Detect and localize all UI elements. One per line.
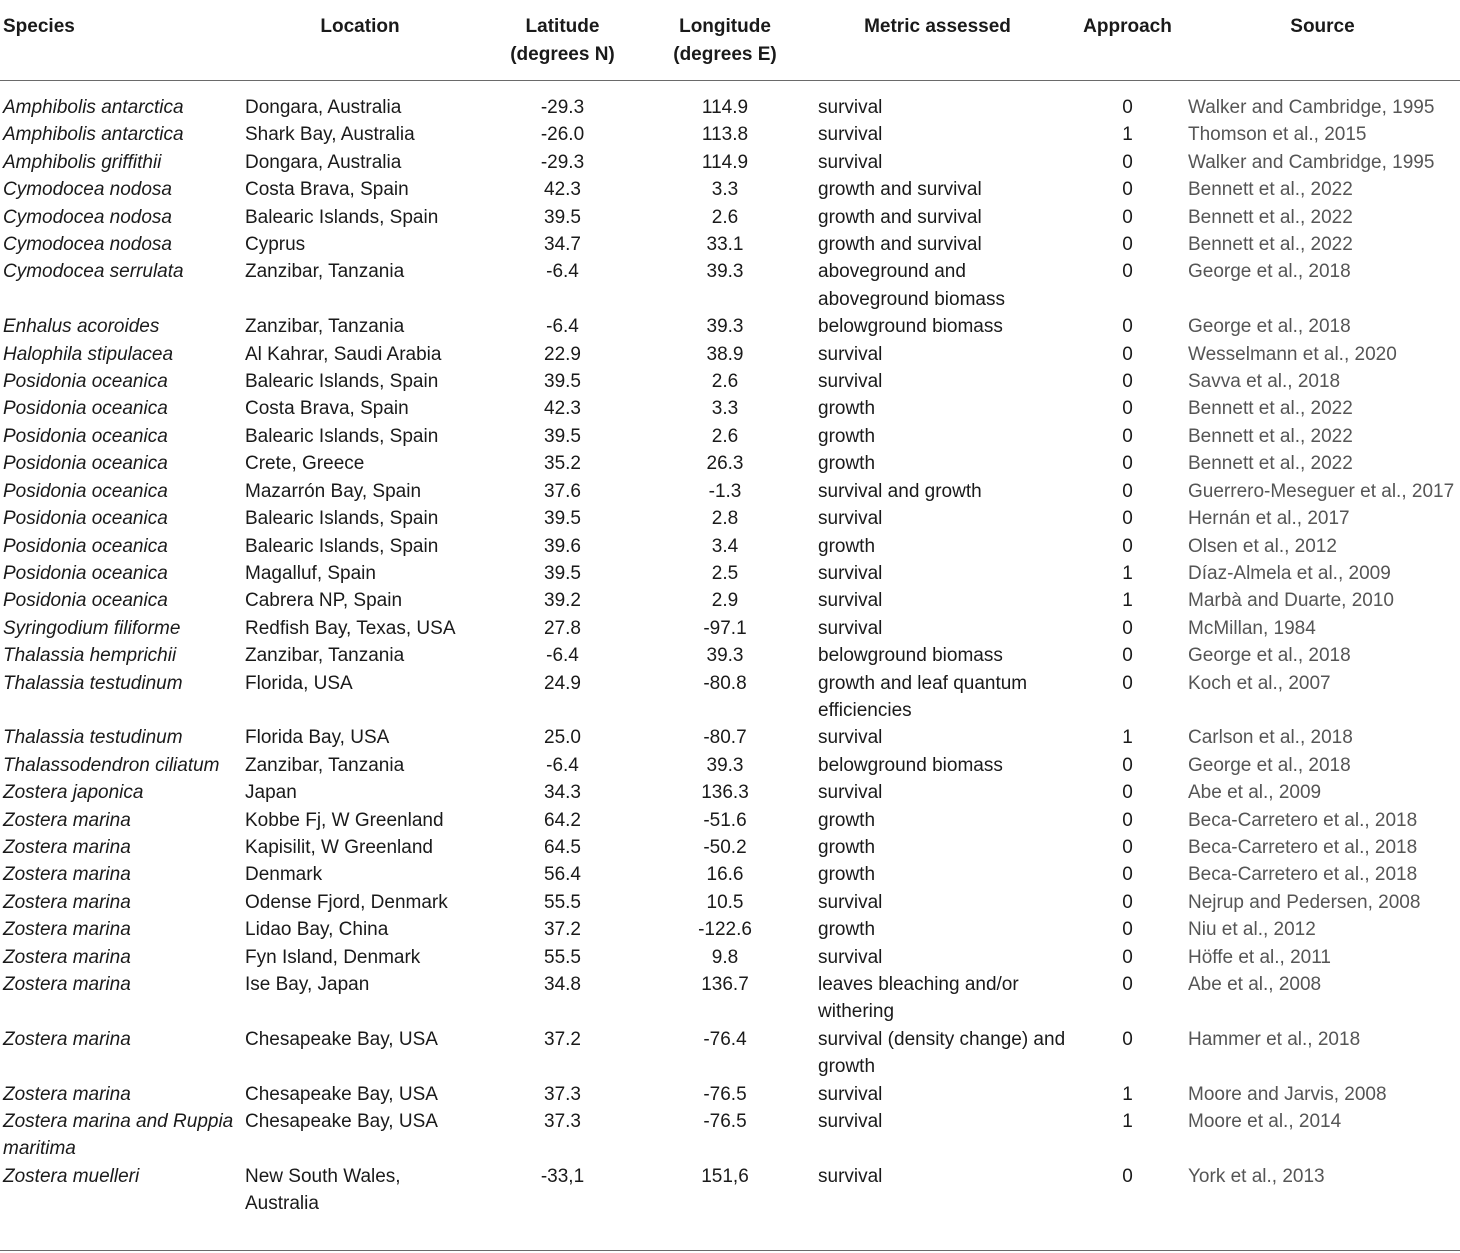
- cell-latitude: -6.4: [546, 316, 579, 338]
- cell-source: Niu et al., 2012: [1188, 919, 1316, 941]
- table-row: [0, 395, 1460, 422]
- cell-latitude: 34.7: [544, 234, 581, 256]
- cell-longitude: 16.6: [706, 864, 744, 886]
- cell-location: Cabrera NP, Spain: [245, 590, 403, 612]
- cell-longitude: -76.4: [703, 1028, 747, 1050]
- cell-latitude: 34.8: [544, 974, 581, 995]
- cell-location: Zanzibar, Tanzania: [245, 645, 405, 667]
- cell-latitude: 24.9: [544, 672, 581, 694]
- cell-approach: 0: [1122, 782, 1133, 804]
- cell-longitude: -51.6: [703, 809, 747, 831]
- cell-species: Posidonia oceanica: [3, 371, 168, 393]
- cell-metric: belowground biomass: [818, 316, 1003, 338]
- cell-longitude: 3.3: [711, 179, 739, 201]
- table-row: [0, 478, 1460, 505]
- cell-metric: survival: [818, 508, 883, 530]
- cell-metric: survival: [818, 371, 883, 393]
- cell-source: Guerrero-Meseguer et al., 2017: [1188, 480, 1455, 502]
- cell-species: Amphibolis antarctica: [3, 97, 184, 118]
- cell-longitude: -80.7: [703, 727, 747, 749]
- cell-metric: belowground biomass: [818, 754, 1003, 776]
- cell-species: Zostera marina: [3, 864, 131, 886]
- cell-species: Posidonia oceanica: [3, 425, 168, 447]
- cell-location: Kapisilit, W Greenland: [245, 836, 433, 858]
- header-approach: Approach: [1070, 0, 1185, 81]
- cell-approach: 0: [1122, 645, 1133, 667]
- table-row: [0, 505, 1460, 532]
- cell-metric: survival: [818, 1111, 883, 1133]
- cell-location: Al Kahrar, Saudi Arabia: [245, 343, 442, 365]
- cell-longitude: 113.8: [701, 124, 749, 146]
- cell-metric: growth: [818, 398, 876, 420]
- cell-species: Posidonia oceanica: [3, 453, 168, 475]
- cell-source: Beca-Carretero et al., 2018: [1188, 836, 1418, 858]
- cell-location: Lidao Bay, China: [245, 919, 389, 941]
- cell-location: New South Wales, Australia: [245, 1165, 401, 1215]
- table-row: [0, 560, 1460, 587]
- cell-source: Nejrup and Pedersen, 2008: [1188, 891, 1421, 913]
- cell-source: Bennett et al., 2022: [1188, 425, 1353, 447]
- cell-longitude: 114.9: [701, 97, 749, 118]
- table-row: [0, 1081, 1460, 1108]
- cell-species: Thalassia hemprichii: [3, 645, 177, 667]
- cell-longitude: -76.5: [703, 1111, 747, 1133]
- cell-approach: 1: [1122, 590, 1133, 612]
- cell-latitude: 39.5: [544, 562, 581, 584]
- cell-approach: 0: [1122, 97, 1133, 118]
- cell-latitude: -6.4: [546, 261, 579, 283]
- cell-location: Dongara, Australia: [245, 97, 402, 118]
- cell-source: Savva et al., 2018: [1188, 371, 1341, 393]
- cell-metric: survival: [818, 946, 883, 968]
- table-row: [0, 670, 1460, 725]
- cell-latitude: 34.3: [544, 782, 581, 804]
- cell-approach: 0: [1122, 1165, 1133, 1187]
- cell-metric: belowground biomass: [818, 645, 1003, 667]
- cell-approach: 1: [1122, 1111, 1133, 1133]
- cell-metric: survival: [818, 124, 883, 146]
- cell-location: Balearic Islands, Spain: [245, 371, 439, 393]
- cell-latitude: 42.3: [544, 398, 581, 420]
- cell-longitude: -50.2: [703, 836, 747, 858]
- cell-metric: growth and survival: [818, 179, 982, 201]
- cell-species: Cymodocea nodosa: [3, 179, 172, 201]
- cell-location: Magalluf, Spain: [245, 562, 376, 584]
- cell-species: Posidonia oceanica: [3, 590, 168, 612]
- cell-location: Chesapeake Bay, USA: [245, 1028, 438, 1050]
- cell-species: Thalassodendron ciliatum: [3, 754, 220, 776]
- cell-approach: 0: [1122, 946, 1133, 968]
- cell-species: Posidonia oceanica: [3, 535, 168, 557]
- table-row: [0, 779, 1460, 806]
- cell-source: Wesselmann et al., 2020: [1188, 343, 1397, 365]
- table-body: [0, 81, 1460, 1218]
- table-row: [0, 971, 1460, 1026]
- cell-metric: survival: [818, 343, 883, 365]
- cell-source: Beca-Carretero et al., 2018: [1188, 864, 1418, 886]
- table-row: [0, 423, 1460, 450]
- cell-species: Zostera japonica: [3, 782, 144, 804]
- cell-source: Díaz-Almela et al., 2009: [1188, 562, 1391, 584]
- table-row: [0, 204, 1460, 231]
- cell-latitude: 37.2: [544, 1028, 581, 1050]
- cell-source: Marbà and Duarte, 2010: [1188, 590, 1394, 612]
- cell-approach: 0: [1122, 234, 1133, 256]
- cell-approach: 1: [1122, 727, 1133, 749]
- cell-latitude: -29.3: [540, 97, 585, 118]
- cell-latitude: -33,1: [540, 1165, 585, 1187]
- cell-metric: survival: [818, 1165, 883, 1187]
- table-row: [0, 1026, 1460, 1081]
- cell-approach: 0: [1122, 398, 1133, 420]
- cell-approach: 0: [1122, 425, 1133, 447]
- cell-source: Walker and Cambridge, 1995: [1188, 151, 1435, 173]
- cell-approach: 0: [1122, 809, 1133, 831]
- table-row: [0, 615, 1460, 642]
- cell-approach: 0: [1122, 836, 1133, 858]
- cell-species: Posidonia oceanica: [3, 480, 168, 502]
- cell-approach: 0: [1122, 672, 1133, 694]
- table-row: [0, 313, 1460, 340]
- header-latitude: Latitude (degrees N): [480, 0, 645, 81]
- cell-species: Amphibolis antarctica: [3, 124, 184, 146]
- cell-longitude: 26.3: [706, 453, 744, 475]
- cell-latitude: 37.3: [544, 1083, 581, 1105]
- cell-location: Dongara, Australia: [245, 151, 402, 173]
- cell-longitude: 33.1: [706, 234, 744, 256]
- cell-metric: survival: [818, 727, 883, 749]
- cell-longitude: -80.8: [703, 672, 747, 694]
- cell-location: Balearic Islands, Spain: [245, 508, 439, 530]
- cell-latitude: 39.2: [544, 590, 581, 612]
- cell-location: Shark Bay, Australia: [245, 124, 415, 146]
- cell-approach: 0: [1122, 261, 1133, 283]
- table-row: [0, 450, 1460, 477]
- cell-metric: survival: [818, 562, 883, 584]
- cell-approach: 0: [1122, 535, 1133, 557]
- cell-source: Walker and Cambridge, 1995: [1188, 97, 1435, 118]
- cell-metric: survival: [818, 1083, 883, 1105]
- cell-approach: 0: [1122, 371, 1133, 393]
- cell-location: Florida, USA: [245, 672, 353, 694]
- cell-latitude: -26.0: [540, 124, 585, 146]
- cell-approach: 1: [1122, 124, 1133, 146]
- cell-latitude: 39.5: [544, 371, 581, 393]
- cell-longitude: 136.7: [701, 974, 749, 995]
- cell-approach: 0: [1122, 864, 1133, 886]
- cell-metric: growth: [818, 425, 876, 447]
- cell-species: Amphibolis griffithii: [3, 151, 162, 173]
- table-row: [0, 587, 1460, 614]
- cell-longitude: 2.6: [711, 206, 739, 228]
- table-row: [0, 341, 1460, 368]
- cell-species: Enhalus acoroides: [3, 316, 160, 338]
- cell-metric: survival: [818, 891, 883, 913]
- cell-latitude: 39.5: [544, 425, 581, 447]
- cell-metric: growth: [818, 809, 876, 831]
- cell-source: Hernán et al., 2017: [1188, 508, 1350, 530]
- table-row: [0, 916, 1460, 943]
- table-row: [0, 1108, 1460, 1163]
- table-row: [0, 752, 1460, 779]
- header-species: Species: [0, 0, 240, 81]
- cell-latitude: 22.9: [544, 343, 581, 365]
- table-row: [0, 149, 1460, 176]
- cell-longitude: 2.8: [711, 508, 739, 530]
- cell-location: Chesapeake Bay, USA: [245, 1111, 438, 1133]
- cell-species: Zostera marina: [3, 891, 131, 913]
- cell-longitude: 136.3: [701, 782, 749, 804]
- cell-approach: 0: [1122, 151, 1133, 173]
- header-location: Location: [240, 0, 480, 81]
- cell-source: Abe et al., 2009: [1188, 782, 1322, 804]
- cell-latitude: 37.3: [544, 1111, 581, 1133]
- cell-approach: 0: [1122, 343, 1133, 365]
- cell-source: Moore et al., 2014: [1188, 1111, 1342, 1133]
- cell-latitude: 55.5: [544, 946, 581, 968]
- table-row: [0, 258, 1460, 313]
- cell-species: Thalassia testudinum: [3, 727, 183, 749]
- cell-source: Bennett et al., 2022: [1188, 206, 1353, 228]
- cell-metric: survival: [818, 97, 883, 118]
- cell-location: Kobbe Fj, W Greenland: [245, 809, 444, 831]
- cell-longitude: 2.6: [711, 371, 739, 393]
- cell-species: Posidonia oceanica: [3, 562, 168, 584]
- cell-source: Hammer et al., 2018: [1188, 1028, 1361, 1050]
- cell-location: Costa Brava, Spain: [245, 398, 409, 420]
- cell-latitude: 55.5: [544, 891, 581, 913]
- cell-metric: growth and leaf quantum efficiencies: [818, 672, 1028, 721]
- cell-latitude: 37.2: [544, 919, 581, 941]
- cell-source: George et al., 2018: [1188, 645, 1351, 667]
- cell-source: Bennett et al., 2022: [1188, 179, 1353, 201]
- cell-metric: growth: [818, 535, 876, 557]
- cell-location: Zanzibar, Tanzania: [245, 261, 405, 283]
- cell-longitude: -97.1: [703, 617, 747, 639]
- cell-source: Thomson et al., 2015: [1188, 124, 1367, 146]
- cell-source: Bennett et al., 2022: [1188, 234, 1353, 256]
- table-row: [0, 176, 1460, 203]
- cell-location: Zanzibar, Tanzania: [245, 754, 405, 776]
- table-row: [0, 724, 1460, 751]
- cell-approach: 0: [1122, 206, 1133, 228]
- cell-longitude: 2.9: [711, 590, 739, 612]
- cell-species: Zostera muelleri: [3, 1165, 140, 1187]
- cell-latitude: -29.3: [540, 151, 585, 173]
- cell-longitude: 39.3: [706, 645, 744, 667]
- cell-approach: 1: [1122, 562, 1133, 584]
- cell-metric: leaves bleaching and/or withering: [818, 974, 1019, 1023]
- cell-metric: survival: [818, 617, 883, 639]
- cell-latitude: -6.4: [546, 645, 579, 667]
- cell-latitude: 64.5: [544, 836, 581, 858]
- table-row: [0, 368, 1460, 395]
- cell-metric: growth: [818, 453, 876, 475]
- cell-location: Zanzibar, Tanzania: [245, 316, 405, 338]
- cell-species: Zostera marina: [3, 974, 131, 995]
- cell-metric: survival (density change) and growth: [818, 1028, 1066, 1078]
- cell-approach: 0: [1122, 919, 1133, 941]
- cell-approach: 1: [1122, 1083, 1133, 1105]
- cell-species: Syringodium filiforme: [3, 617, 181, 639]
- cell-longitude: 2.5: [711, 562, 739, 584]
- cell-source: Beca-Carretero et al., 2018: [1188, 809, 1418, 831]
- cell-longitude: 2.6: [711, 425, 739, 447]
- cell-source: York et al., 2013: [1188, 1165, 1325, 1187]
- cell-source: George et al., 2018: [1188, 754, 1351, 776]
- cell-latitude: 27.8: [544, 617, 581, 639]
- cell-metric: growth: [818, 836, 876, 858]
- cell-location: Balearic Islands, Spain: [245, 535, 439, 557]
- table-row: [0, 861, 1460, 888]
- cell-latitude: 39.5: [544, 508, 581, 530]
- cell-metric: growth: [818, 919, 876, 941]
- cell-species: Thalassia testudinum: [3, 672, 183, 694]
- cell-location: Crete, Greece: [245, 453, 365, 475]
- cell-species: Zostera marina and Ruppia maritima: [3, 1111, 234, 1160]
- table-row: [0, 834, 1460, 861]
- table-row: [0, 533, 1460, 560]
- cell-species: Zostera marina: [3, 919, 131, 941]
- cell-longitude: 3.3: [711, 398, 739, 420]
- cell-species: Zostera marina: [3, 946, 131, 968]
- cell-latitude: 39.6: [544, 535, 581, 557]
- cell-metric: growth and survival: [818, 206, 982, 228]
- cell-metric: survival: [818, 590, 883, 612]
- table-row: [0, 642, 1460, 669]
- cell-species: Posidonia oceanica: [3, 398, 168, 420]
- cell-longitude: 9.8: [711, 946, 739, 968]
- cell-longitude: 38.9: [706, 343, 744, 365]
- table-row: [0, 231, 1460, 258]
- cell-location: Mazarrón Bay, Spain: [245, 480, 422, 502]
- cell-approach: 0: [1122, 316, 1133, 338]
- cell-location: Denmark: [245, 864, 323, 886]
- cell-location: Ise Bay, Japan: [245, 974, 370, 995]
- cell-species: Zostera marina: [3, 1028, 131, 1050]
- cell-species: Zostera marina: [3, 809, 131, 831]
- cell-location: Japan: [245, 782, 297, 804]
- cell-metric: growth and survival: [818, 234, 982, 256]
- cell-location: Fyn Island, Denmark: [245, 946, 421, 968]
- cell-approach: 0: [1122, 754, 1133, 776]
- cell-latitude: 42.3: [544, 179, 581, 201]
- cell-location: Chesapeake Bay, USA: [245, 1083, 438, 1105]
- cell-latitude: 35.2: [544, 453, 581, 475]
- cell-species: Zostera marina: [3, 1083, 131, 1105]
- cell-longitude: -1.3: [708, 480, 742, 502]
- cell-species: Cymodocea nodosa: [3, 234, 172, 256]
- cell-source: Bennett et al., 2022: [1188, 398, 1353, 420]
- cell-approach: 0: [1122, 453, 1133, 475]
- cell-source: Bennett et al., 2022: [1188, 453, 1353, 475]
- cell-source: George et al., 2018: [1188, 316, 1351, 338]
- cell-location: Cyprus: [245, 234, 306, 256]
- cell-source: McMillan, 1984: [1188, 617, 1316, 639]
- cell-longitude: 39.3: [706, 261, 744, 283]
- cell-source: Carlson et al., 2018: [1188, 727, 1353, 749]
- cell-metric: survival: [818, 782, 883, 804]
- header-metric: Metric assessed: [805, 0, 1070, 81]
- cell-latitude: 37.6: [544, 480, 581, 502]
- cell-approach: 0: [1122, 179, 1133, 201]
- cell-source: Olsen et al., 2012: [1188, 535, 1337, 557]
- cell-metric: aboveground and aboveground biomass: [818, 261, 1005, 310]
- cell-longitude: -122.6: [698, 919, 752, 941]
- cell-longitude: 3.4: [711, 535, 739, 557]
- cell-species: Halophila stipulacea: [3, 343, 174, 365]
- cell-source: Koch et al., 2007: [1188, 672, 1331, 694]
- table-row: [0, 944, 1460, 971]
- header-source: Source: [1185, 0, 1460, 81]
- table-header: [0, 0, 1460, 81]
- cell-source: Abe et al., 2008: [1188, 974, 1322, 995]
- cell-location: Balearic Islands, Spain: [245, 206, 439, 228]
- table-row: [0, 121, 1460, 148]
- cell-approach: 0: [1122, 891, 1133, 913]
- header-longitude: Longitude (degrees E): [645, 0, 805, 81]
- cell-longitude: 114.9: [701, 151, 749, 173]
- cell-species: Cymodocea serrulata: [3, 261, 184, 283]
- cell-location: Redfish Bay, Texas, USA: [245, 617, 456, 639]
- cell-latitude: 64.2: [544, 809, 581, 831]
- cell-approach: 0: [1122, 508, 1133, 530]
- cell-species: Cymodocea nodosa: [3, 206, 172, 228]
- cell-longitude: 10.5: [706, 891, 744, 913]
- cell-latitude: 56.4: [544, 864, 581, 886]
- cell-longitude: 39.3: [706, 316, 744, 338]
- cell-approach: 0: [1122, 974, 1133, 995]
- cell-approach: 0: [1122, 1028, 1133, 1050]
- cell-latitude: -6.4: [546, 754, 579, 776]
- cell-source: Höffe et al., 2011: [1188, 946, 1331, 968]
- cell-metric: growth: [818, 864, 876, 886]
- cell-source: George et al., 2018: [1188, 261, 1351, 283]
- cell-longitude: -76.5: [703, 1083, 747, 1105]
- cell-longitude: 39.3: [706, 754, 744, 776]
- cell-species: Zostera marina: [3, 836, 131, 858]
- cell-latitude: 39.5: [544, 206, 581, 228]
- table-row: [0, 807, 1460, 834]
- cell-approach: 0: [1122, 617, 1133, 639]
- cell-species: Posidonia oceanica: [3, 508, 168, 530]
- cell-location: Balearic Islands, Spain: [245, 425, 439, 447]
- bottom-rule: [0, 1250, 1460, 1251]
- cell-location: Costa Brava, Spain: [245, 179, 409, 201]
- cell-source: Moore and Jarvis, 2008: [1188, 1083, 1387, 1105]
- table-row: [0, 889, 1460, 916]
- cell-location: Odense Fjord, Denmark: [245, 891, 448, 913]
- cell-metric: survival: [818, 151, 883, 173]
- cell-approach: 0: [1122, 480, 1133, 502]
- cell-latitude: 25.0: [544, 727, 581, 749]
- cell-longitude: 151,6: [701, 1165, 749, 1187]
- cell-location: Florida Bay, USA: [245, 727, 390, 749]
- cell-metric: survival and growth: [818, 480, 982, 502]
- table-row: [0, 81, 1460, 122]
- table-row: [0, 1163, 1460, 1218]
